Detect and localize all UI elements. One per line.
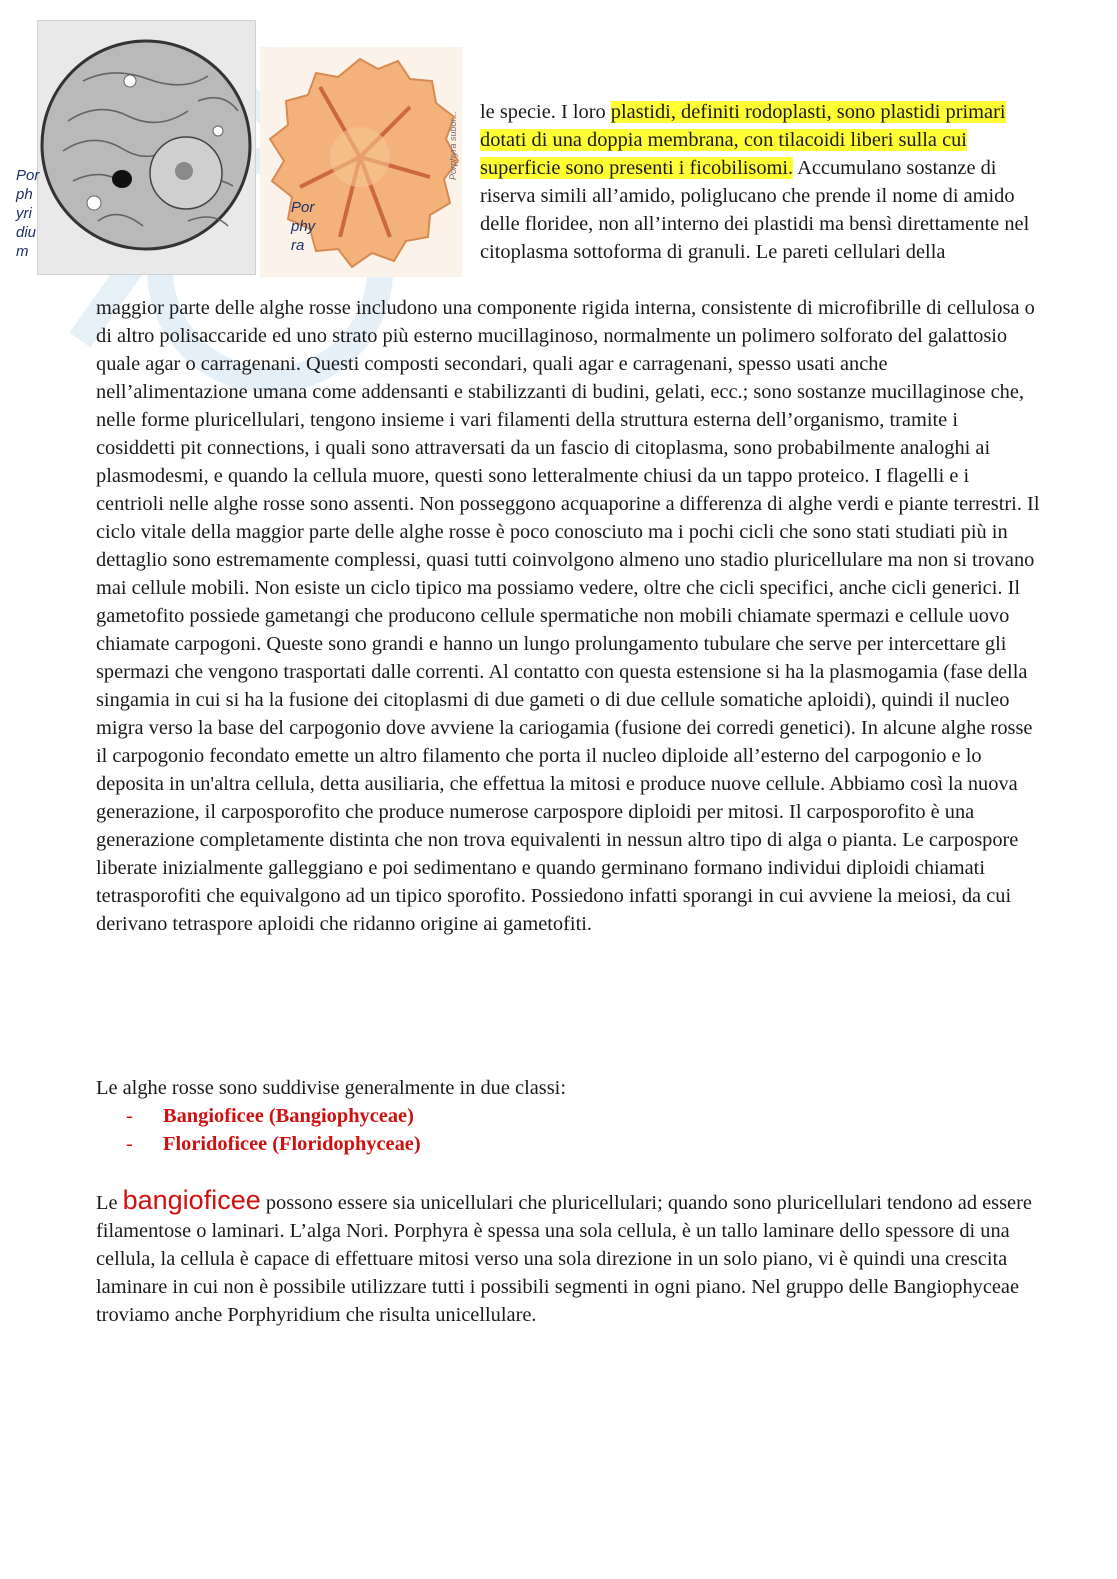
porphyridium-caption: Porphyridium	[16, 167, 40, 260]
main-paragraph: maggior parte delle alghe rosse includono una componente rigida interna, consistente di microfibrille di cellulosa o di altro polisaccaride ed uno strato più esterno mucillaginoso, normalmente un polimero solforato del galattosio quale agar o carragenani. Questi composti secondari, quali agar e carragenani, spesso usati anche nell’alimentazione umana come addensanti e stabilizzanti di budini, gelati, ecc.; sono sostanze mucillaginose che, nelle forme pluricellulari, tengono insieme i vari filamenti della struttura esterna dell’organismo, tramite i cosiddetti pit connections, i quali sono attraversati da un fascio di citoplasma, sono probabilmente analoghi ai plasmodesmi, e quando la cellula muore, questi sono letteralmente chiusi da un tappo proteico. I flagelli e i centrioli nelle alghe rosse sono assenti. Non posseggono acquaporine a differenza di alghe verdi e piante terrestri. Il ciclo vitale della maggior parte delle alghe rosse è poco conosciuto ma i pochi cicli che sono stati studiati più in dettaglio sono estremamente complessi, quasi tutti coinvolgono almeno uno stadio pluricellulare ma non si trovano mai cellule mobili. Non esiste un ciclo tipico ma possiamo vedere, oltre che cicli specifici, anche cicli generici. Il gametofito possiede gametangi che producono cellule spermatiche non mobili chiamate spermazi e cellule uovo chiamate carpogoni. Queste sono grandi e hanno un lungo prolungamento tubulare che serve per intercettare gli spermazi che vengono trasportati dalle correnti. Al contatto con questa estensione si ha la plasmogamia (fase della singamia in cui si ha la fusione dei citoplasmi di due gameti o di due cellule somatiche aploidi), quindi il nucleo migra verso la base del carpogonio dove avviene la cariogamia (fusione dei corredi genetici). In alcune alghe rosse il carpogonio fecondato emette un altro filamento che porta il nucleo diploide all’esterno del carpogonio e lo deposita in un'altra cellula, detta ausiliaria, che effettua la mitosi e produce nuove cellule. Abbiamo così la nuova generazione, il carposporofito che produce numerose carpospore diploidi per mitosi. Il carposporofito è una generazione completamente distinta che non trova equivalenti in nessun altro tipo di alga o pianta. Le carpospore liberate inizialmente galleggiano e poi sedimentano e quando germinano formano individui diploidi chiamati tetrasporofiti che equivalgono ad un tipico sporofito. Possiedono infatti sporangi in cui avviene la meiosi, da cui derivano tetraspore aploidi che ridanno origine ai gametofiti.	[96, 297, 1040, 935]
bangioficee-keyword: bangioficee	[122, 1185, 261, 1215]
class-bangioficee: Bangioficee (Bangiophyceae)	[163, 1105, 414, 1127]
classes-intro: Le alghe rosse sono suddivise generalmente in due classi:	[96, 1077, 566, 1099]
highlighted-rodoplasti-text: plastidi, definiti rodoplasti, sono plastidi primari dotati di una doppia membrana, con tilacoidi liberi sulla cui superficie sono presenti i ficobilisomi.	[480, 101, 1006, 179]
intro-wrapped-text	[480, 98, 1040, 266]
list-bullet: -	[126, 1133, 133, 1155]
list-bullet: -	[126, 1105, 133, 1127]
bangio-body: possono essere sia unicellulari che pluricellulari; quando sono pluricellulari tendono ad essere filamentose o laminari. L’alga Nori. Porphyra è spessa una sola cellula, è un tallo laminare dello spessore di una cellula, la cellula è capace di effettuare mitosi verso una sola direzione in un solo piano, vi è quindi una crescita laminare in cui non è possibile utilizzare tutti i possibili segmenti in ogni piano. Nel gruppo delle Bangiophyceae troviamo anche Porphyridium che risulta unicellulare.	[96, 1192, 1032, 1326]
intro-text-start: le specie. I loro	[480, 101, 611, 123]
class-floridoficee: Floridoficee (Floridophyceae)	[163, 1133, 421, 1155]
classes-list	[126, 1102, 421, 1158]
bangioficee-paragraph	[96, 1186, 1041, 1329]
porphyridium-micrograph	[37, 20, 256, 275]
thallus-photo-credit: Porphyra subor...	[448, 111, 458, 180]
list-item	[126, 1130, 421, 1158]
porphyra-caption: Porphyra	[291, 199, 316, 254]
list-item	[126, 1102, 421, 1130]
bangio-lead: Le	[96, 1192, 123, 1214]
intro-text-end: Accumulano sostanze di riserva simili all’amido, poliglucano che prende il nome di amido delle floridee, non all’interno dei plastidi ma bensì direttamente nel citoplasma sottoforma di granuli. Le pareti cellulari della	[480, 157, 1030, 263]
